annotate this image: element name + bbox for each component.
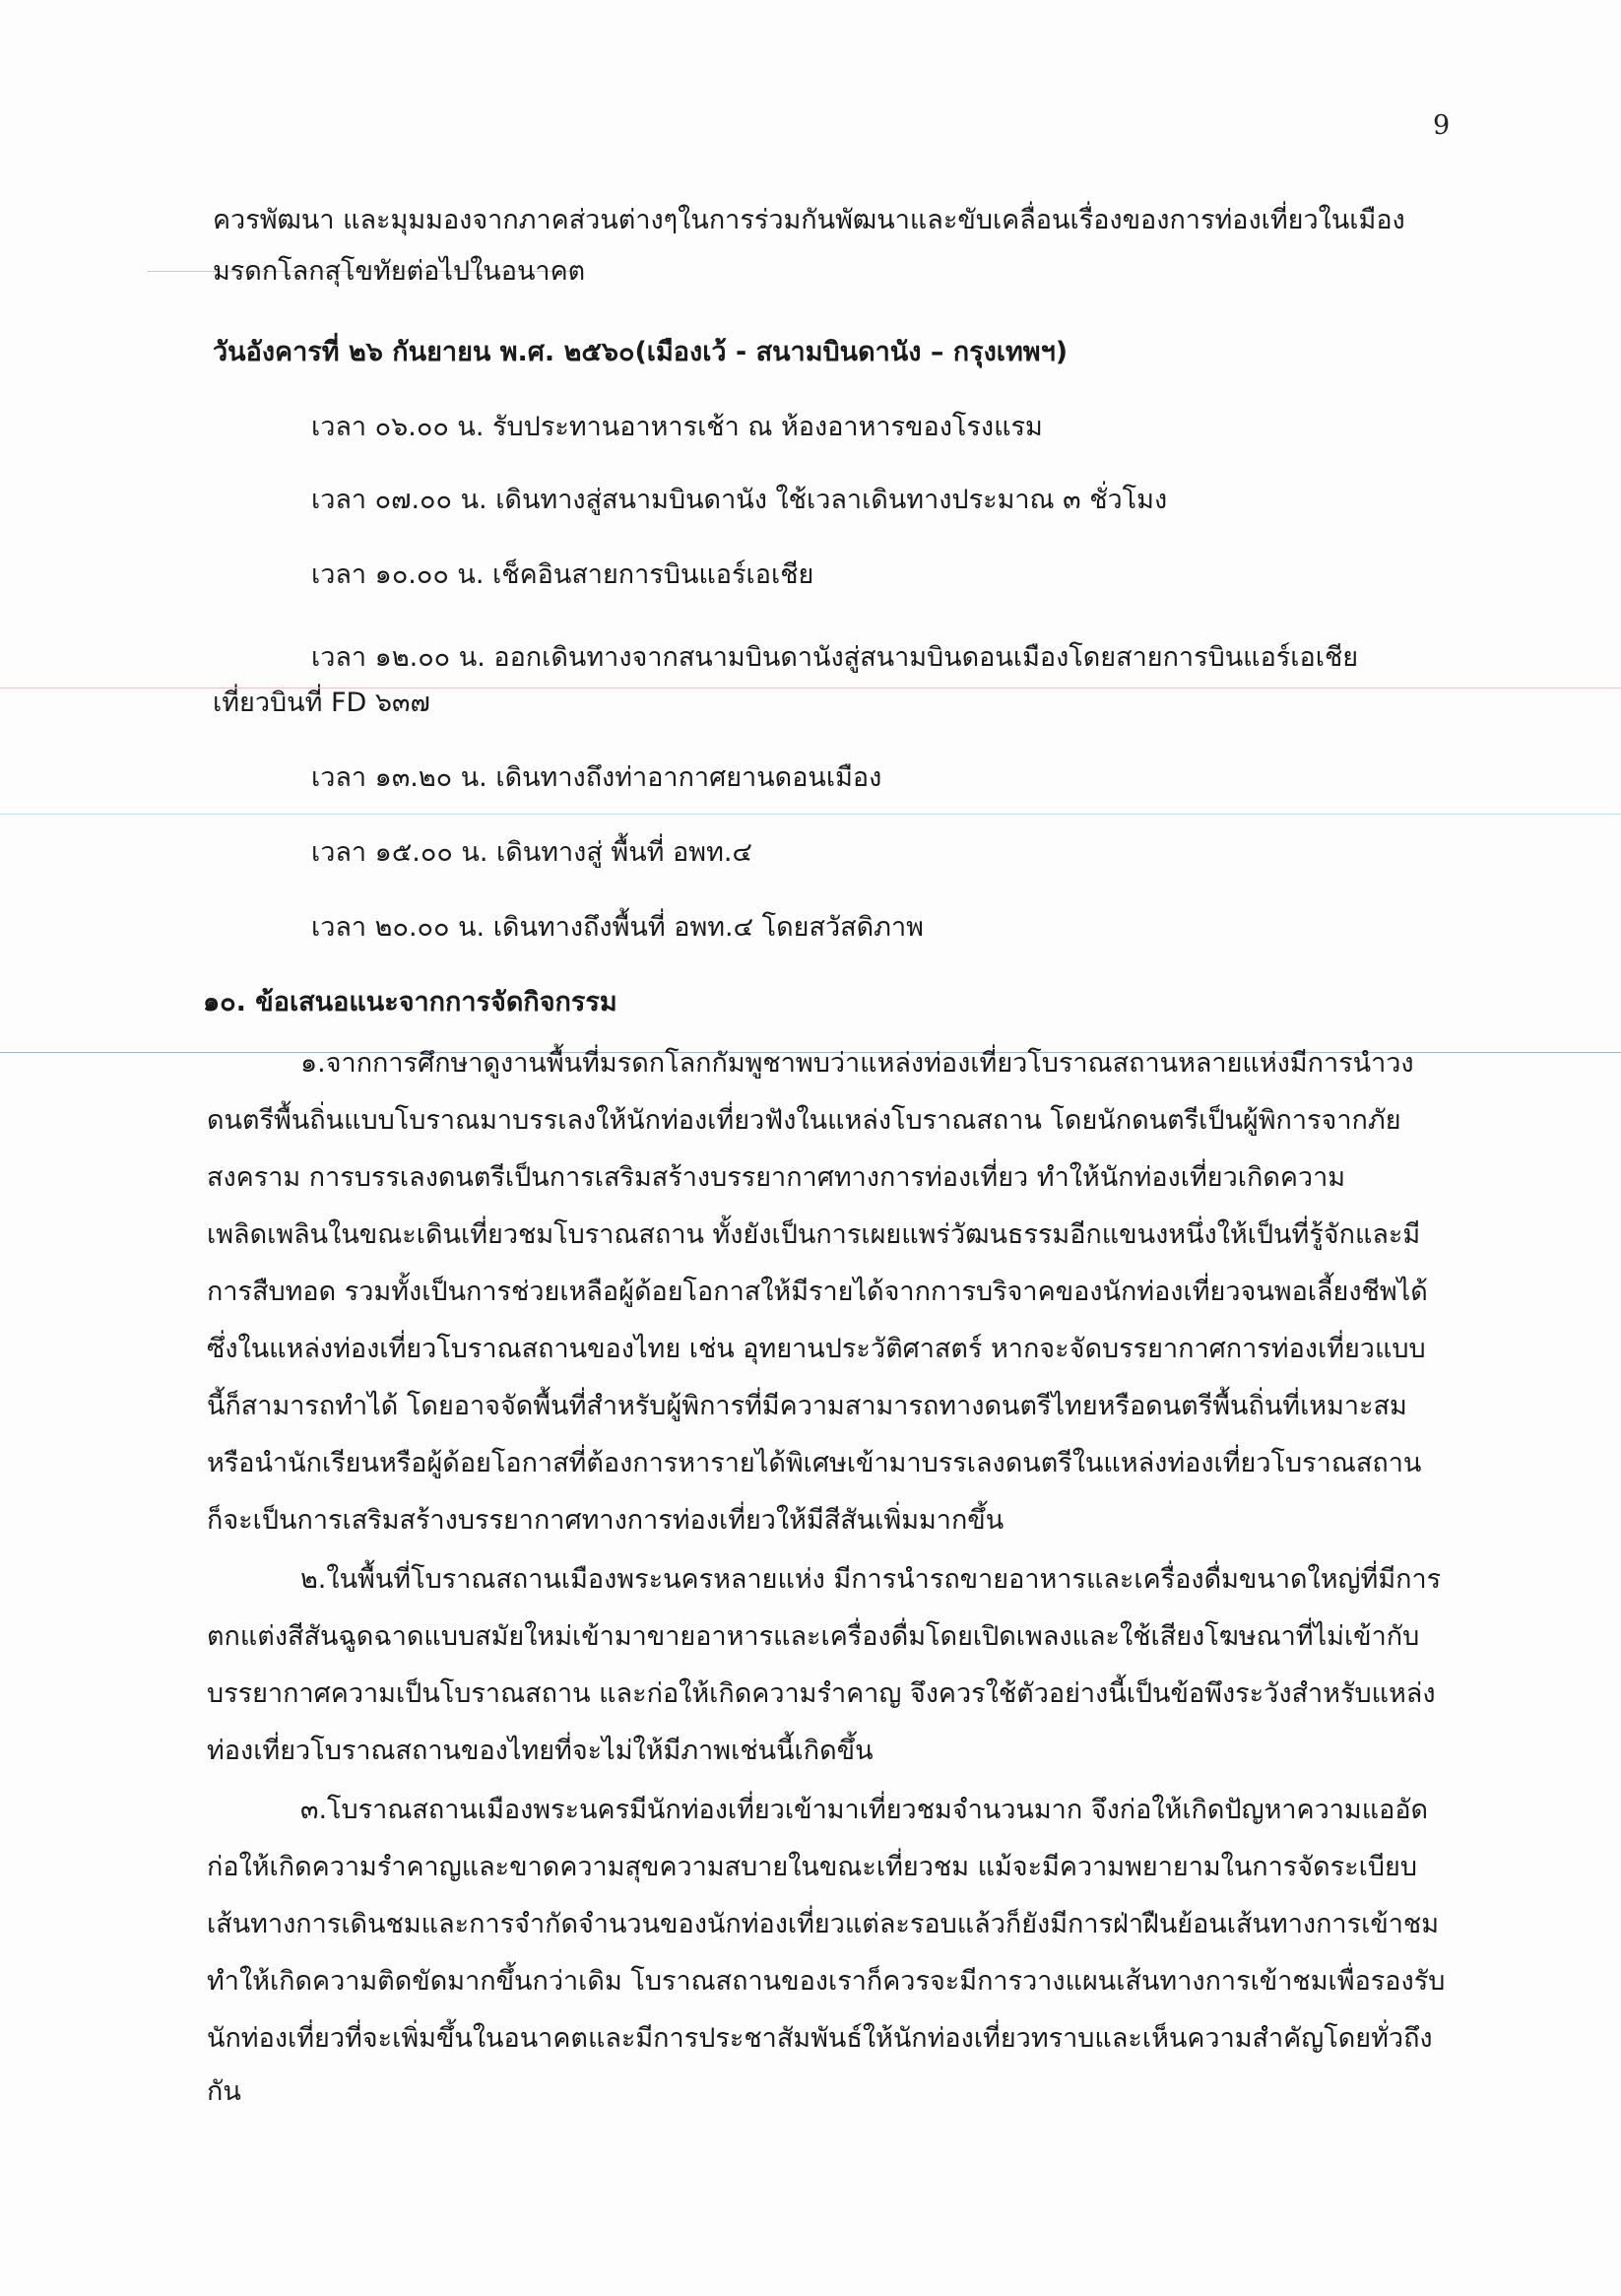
scan-line-cyan: [0, 814, 1621, 815]
paragraph-2-line: ท่องเที่ยวโบราณสถานของไทยที่จะไม่ให้มีภาพเช่นนี้เกิดขึ้น: [207, 1736, 874, 1766]
day-heading: วันอังคารที่ ๒๖ กันยายน พ.ศ. ๒๕๖๐(เมืองเว้ - สนามบินดานัง – กรุงเทพฯ): [213, 337, 1069, 367]
paragraph-3-line: ๓.โบราณสถานเมืองพระนครมีนักท่องเที่ยวเข้ามาเที่ยวชมจำนวนมาก จึงก่อให้เกิดปัญหาความแออัด: [300, 1795, 1429, 1825]
paragraph-3-line: กัน: [207, 2076, 241, 2107]
paragraph-2-line: ตกแต่งสีสันฉูดฉาดแบบสมัยใหม่เข้ามาขายอาหารและเครื่องดื่มโดยเปิดเพลงและใช้เสียงโฆษณาที่ไม่เข้ากับ: [207, 1621, 1420, 1652]
schedule-item-continuation: เที่ยวบินที่ FD ๖๓๗: [213, 688, 430, 718]
paragraph-1-line: ก็จะเป็นการเสริมสร้างบรรยากาศทางการท่องเที่ยวให้มีสีสันเพิ่มมากขึ้น: [207, 1505, 1005, 1536]
paragraph-3-line: นักท่องเที่ยวที่จะเพิ่มขึ้นในอนาคตและมีการประชาสัมพันธ์ให้นักท่องเที่ยวทราบและเห็นความสำคัญโดยทั่วถึง: [207, 2023, 1433, 2054]
paragraph-2-line: บรรยากาศความเป็นโบราณสถาน และก่อให้เกิดความรำคาญ จึงควรใช้ตัวอย่างนี้เป็นข้อพึงระวังสำหรับแหล่ง: [207, 1678, 1436, 1709]
paragraph-3-line: ก่อให้เกิดความรำคาญและขาดความสุขความสบายในขณะเที่ยวชม แม้จะมีความพยายามในการจัดระเบียบ: [207, 1852, 1417, 1882]
paragraph-1-line: ๑.จากการศึกษาดูงานพื้นที่มรดกโลกกัมพูชาพบว่าแหล่งท่องเที่ยวโบราณสถานหลายแห่งมีการนำวง: [300, 1048, 1414, 1079]
paragraph-2-line: ๒.ในพื้นที่โบราณสถานเมืองพระนครหลายแห่ง มีการนำรถขายอาหารและเครื่องดื่มขนาดใหญ่ที่มีการ: [300, 1564, 1442, 1595]
paragraph-3-line: เส้นทางการเดินชมและการจำกัดจำนวนของนักท่องเที่ยวแต่ละรอบแล้วก็ยังมีการฝ่าฝืนย้อนเส้นทางการเข้าชม: [207, 1909, 1440, 1939]
paragraph-1-line: หรือนำนักเรียนหรือผู้ด้อยโอกาสที่ต้องการหารายได้พิเศษเข้ามาบรรเลงดนตรีในแหล่งท่องเที่ยวโบราณสถาน: [207, 1448, 1422, 1478]
schedule-item: เวลา ๒๐.๐๐ น. เดินทางถึงพื้นที่ อพท.๔ โดยสวัสดิภาพ: [311, 912, 924, 943]
page-number: 9: [1433, 110, 1451, 141]
schedule-item: เวลา ๑๕.๐๐ น. เดินทางสู่ พื้นที่ อพท.๔: [311, 837, 752, 868]
paragraph-1-line: เพลิดเพลินในขณะเดินเที่ยวชมโบราณสถาน ทั้งยังเป็นการเผยแพร่วัฒนธรรมอีกแขนงหนึ่งให้เป็นที่รู้จักและมี: [207, 1219, 1421, 1250]
paragraph-3-line: ทำให้เกิดความติดขัดมากขึ้นกว่าเดิม โบราณสถานของเราก็ควรจะมีการวางแผนเส้นทางการเข้าชมเพื่อรองรับ: [207, 1966, 1446, 1997]
paragraph-1-line: สงคราม การบรรเลงดนตรีเป็นการเสริมสร้างบรรยากาศทางการท่องเที่ยว ทำให้นักท่องเที่ยวเกิดความ: [207, 1162, 1346, 1193]
schedule-item: เวลา ๐๗.๐๐ น. เดินทางสู่สนามบินดานัง ใช้เวลาเดินทางประมาณ ๓ ชั่วโมง: [311, 485, 1168, 515]
intro-line-2: มรดกโลกสุโขทัยต่อไปในอนาคต: [213, 256, 586, 287]
paragraph-1-line: ซึ่งในแหล่งท่องเที่ยวโบราณสถานของไทย เช่น อุทยานประวัติศาสตร์ หากจะจัดบรรยากาศการท่องเที่ยวแบบ: [207, 1334, 1426, 1364]
intro-line-1: ควรพัฒนา และมุมมองจากภาคส่วนต่างๆในการร่วมกันพัฒนาและขับเคลื่อนเรื่องของการท่องเที่ยวในเมือง: [213, 205, 1405, 235]
schedule-item: เวลา ๐๖.๐๐ น. รับประทานอาหารเช้า ณ ห้องอาหารของโรงแรม: [311, 412, 1043, 442]
paragraph-1-line: นี้ก็สามารถทำได้ โดยอาจจัดพื้นที่สำหรับผู้พิการที่มีความสามารถทางดนตรีไทยหรือดนตรีพื้นถิ่นที่เหมาะสม: [207, 1391, 1407, 1421]
paragraph-1-line: การสืบทอด รวมทั้งเป็นการช่วยเหลือผู้ด้อยโอกาสให้มีรายได้จากการบริจาคของนักท่องเที่ยวจนพอเลี้ยงชีพได้: [207, 1277, 1428, 1307]
section-heading: ๑๐. ข้อเสนอแนะจากการจัดกิจกรรม: [203, 987, 617, 1017]
schedule-item: เวลา ๑๐.๐๐ น. เช็คอินสายการบินแอร์เอเชีย: [311, 559, 814, 590]
paragraph-1-line: ดนตรีพื้นถิ่นแบบโบราณมาบรรเลงให้นักท่องเที่ยวฟังในแหล่งโบราณสถาน โดยนักดนตรีเป็นผู้พิการจากภัย: [207, 1105, 1401, 1136]
schedule-item: เวลา ๑๓.๒๐ น. เดินทางถึงท่าอากาศยานดอนเมือง: [311, 762, 882, 793]
schedule-item: เวลา ๑๒.๐๐ น. ออกเดินทางจากสนามบินดานังสู่สนามบินดอนเมืองโดยสายการบินแอร์เอเชีย: [311, 642, 1359, 673]
